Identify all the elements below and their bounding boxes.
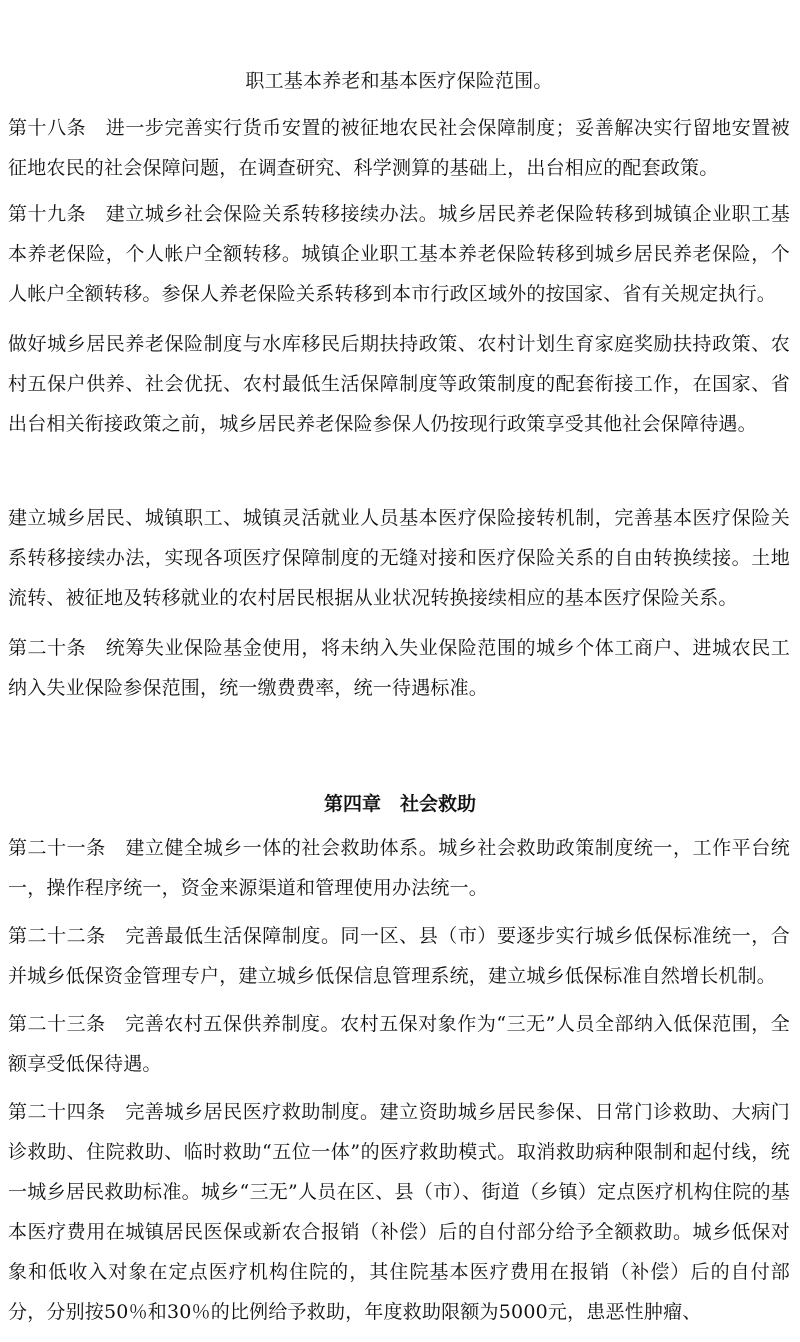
article-24-paragraph: 第二十四条 完善城乡居民医疗救助制度。建立资助城乡居民参保、日常门诊救助、大病门诊救助、住院救助、临时救助“五位一体”的医疗救助模式。取消救助病种限制和起付线，统一城乡居民救助标准。城乡“三无”人员在区、县（市）、街道（乡镇）定点医疗机构住院的基本医疗费用在城镇居民医保或新农合报销（补偿）后的自付部分给予全额救助。城乡低保对象和低收入对象在定点医疗机构住院的，其住院基本医疗费用在报销（补偿）后的自付部分，分别按50％和30％的比例给予救助，年度救助限额为5000元，患恶性肿瘤、	[8, 1101, 790, 1323]
pension-linkage-paragraph: 做好城乡居民养老保险制度与水库移民后期扶持政策、农村计划生育家庭奖励扶持政策、农村五保户供养、社会优抚、农村最低生活保障制度等政策制度的配套衔接工作，在国家、省出台相关衔接政策之前，城乡居民养老保险参保人仍按现行政策享受其他社会保障待遇。	[8, 333, 790, 435]
paragraph-continuation: 职工基本养老和基本医疗保险范围。	[245, 70, 553, 92]
article-19-paragraph: 第十九条 建立城乡社会保险关系转移接续办法。城乡居民养老保险转移到城镇企业职工基本养老保险，个人帐户全额转移。城镇企业职工基本养老保险转移到城乡居民养老保险，个人帐户全额转移。参保人养老保险关系转移到本市行政区域外的按国家、省有关规定执行。	[8, 203, 790, 305]
article-21-paragraph: 第二十一条 建立健全城乡一体的社会救助体系。城乡社会救助政策制度统一，工作平台统一，操作程序统一，资金来源渠道和管理使用办法统一。	[8, 837, 790, 899]
article-20-paragraph: 第二十条 统筹失业保险基金使用，将未纳入失业保险范围的城乡个体工商户、进城农民工纳入失业保险参保范围，统一缴费费率，统一待遇标准。	[8, 637, 790, 699]
article-18-paragraph: 第十八条 进一步完善实行货币安置的被征地农民社会保障制度；妥善解决实行留地安置被征地农民的社会保障问题，在调查研究、科学测算的基础上，出台相应的配套政策。	[8, 117, 790, 179]
medical-insurance-transfer-paragraph: 建立城乡居民、城镇职工、城镇灵活就业人员基本医疗保险接转机制，完善基本医疗保险关系转移接续办法，实现各项医疗保障制度的无缝对接和医疗保险关系的自由转换续接。土地流转、被征地及转移就业的农村居民根据从业状况转换接续相应的基本医疗保险关系。	[8, 507, 790, 609]
article-23-paragraph: 第二十三条 完善农村五保供养制度。农村五保对象作为“三无”人员全部纳入低保范围，全额享受低保待遇。	[8, 1013, 790, 1075]
chapter-title: 第四章 社会救助	[323, 793, 476, 815]
article-22-paragraph: 第二十二条 完善最低生活保障制度。同一区、县（市）要逐步实行城乡低保标准统一，合并城乡低保资金管理专户，建立城乡低保信息管理系统，建立城乡低保标准自然增长机制。	[8, 925, 790, 987]
